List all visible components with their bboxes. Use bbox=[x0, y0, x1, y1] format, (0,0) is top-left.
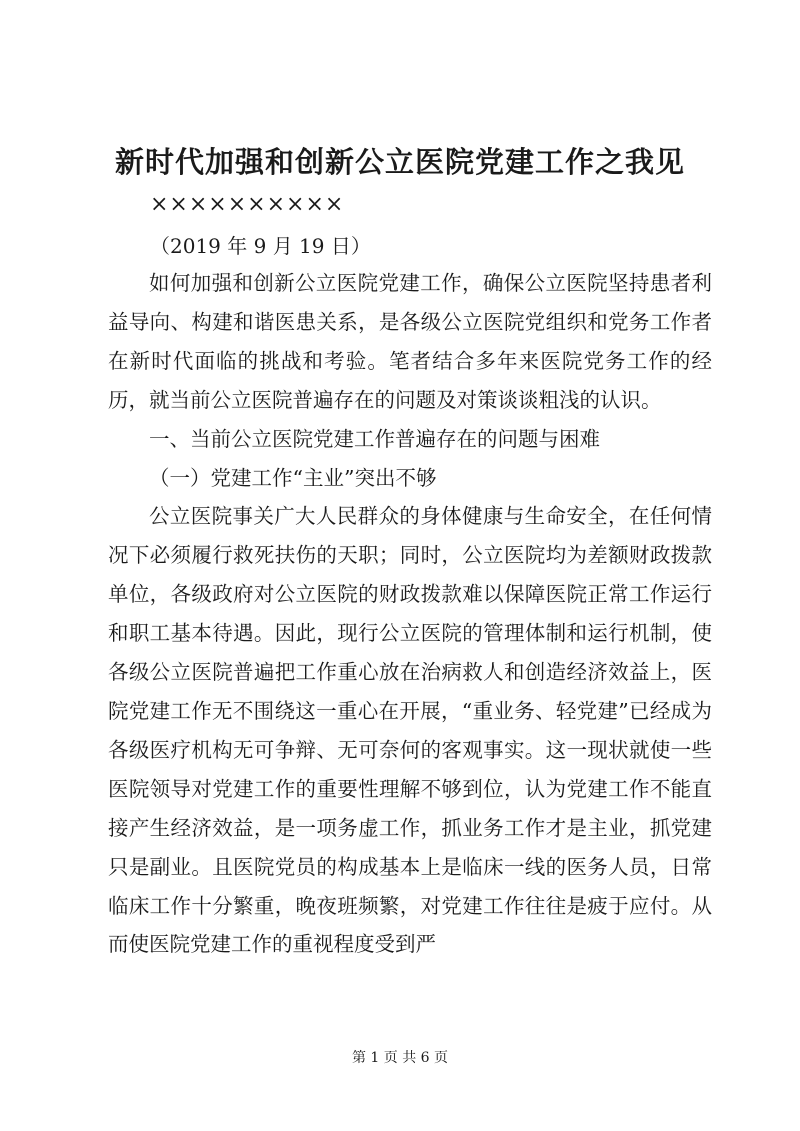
document-title: 新时代加强和创新公立医院党建工作之我见 bbox=[114, 145, 685, 179]
page-footer: 第 1 页 共 6 页 bbox=[351, 1050, 449, 1066]
section-heading: 一、当前公立医院党建工作普遍存在的问题与困难 bbox=[149, 426, 600, 451]
intro-paragraph: 如何加强和创新公立医院党建工作，确保公立医院坚持患者利益导向、构建和谐医患关系，是各级公立医院党组织和党务工作者在新时代面临的挑战和考验。笔者结合多年来医院党务工作的经历，就当前公立医院普遍存在的问题及对策谈谈粗浅的认识。 bbox=[108, 271, 712, 412]
author-line: ×××××××××× bbox=[150, 192, 345, 217]
document-body bbox=[108, 264, 712, 964]
date-line: （2019 年 9 月 19 日） bbox=[150, 234, 371, 258]
subsection-heading: （一）党建工作“主业”突出不够 bbox=[149, 465, 437, 490]
subsection-paragraph: 公立医院事关广大人民群众的身体健康与生命安全，在任何情况下必须履行救死扶伤的天职；同时，公立医院均为差额财政拨款单位，各级政府对公立医院的财政拨款难以保障医院正常工作运行和职工基本待遇。因此，现行公立医院的管理体制和运行机制，使各级公立医院普遍把工作重心放在治病救人和创造经济效益上，医院党建工作无不围绕这一重心在开展，“重业务、轻党建”已经成为各级医疗机构无可争辩、无可奈何的客观事实。这一现状就使一些医院领导对党建工作的重要性理解不够到位，认为党建工作不能直接产生经济效益，是一项务虚工作，抓业务工作才是主业，抓党建只是副业。且医院党员的构成基本上是临床一线的医务人员，日常临床工作十分繁重，晚夜班频繁，对党建工作往往是疲于应付。从而使医院党建工作的重视程度受到严 bbox=[108, 504, 712, 957]
